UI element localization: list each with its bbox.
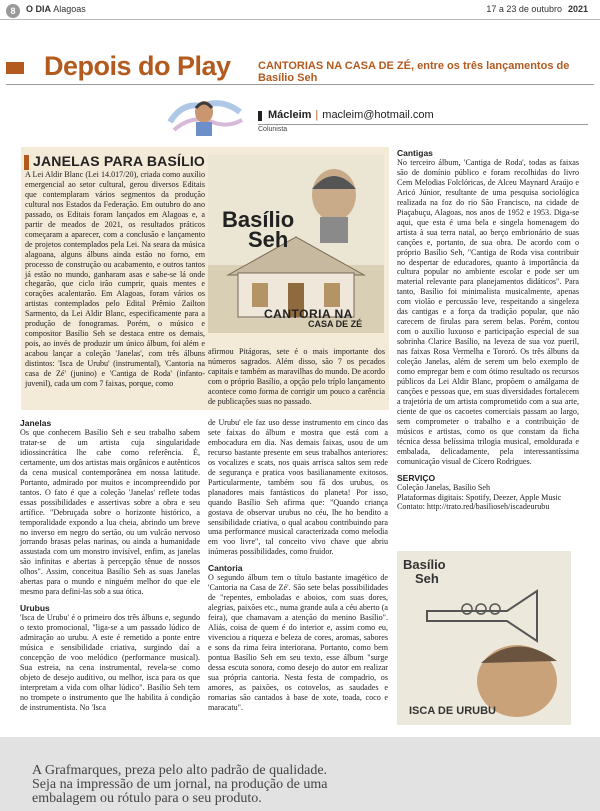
advertisement-text <box>32 764 572 806</box>
columnist-name: Mácleim <box>268 109 312 121</box>
col1-heading-1: Janelas <box>20 418 52 428</box>
paper-state: Alagoas <box>53 4 86 14</box>
ad-line-3: embalagem ou rótulo para o seu produto. <box>32 791 262 806</box>
columnist-divider <box>258 124 588 125</box>
article-headline: JANELAS PARA BASÍLIO <box>33 153 206 169</box>
top-divider <box>0 19 600 20</box>
ad-line-1: A Grafmarques, preza pelo alto padrão de qualidade. <box>32 763 328 778</box>
columnist-marker <box>258 111 262 121</box>
columnist-role: Colunista <box>258 126 288 133</box>
article-intro <box>25 170 205 389</box>
paper-title: O DIA <box>26 4 51 14</box>
col3-heading-1: Cantigas <box>397 148 433 158</box>
cover1-artist-last: Seh <box>248 227 289 252</box>
section-marker <box>6 62 24 74</box>
cover2-artist-last: Seh <box>415 571 439 586</box>
columnist-portrait <box>162 92 248 138</box>
album-cover-cantoria <box>208 155 384 333</box>
section-subtitle: CANTORIAS NA CASA DE ZÉ, entre os três lançamentos de Basílio Seh <box>258 60 570 84</box>
col1-text-1: Os que conhecem Basílio Seh e seu trabalho sabem tratar-se de um artista cuja singularidade idiossincrática lhe cabe como referência. É, certamente, um dos artistas mais orgânicos e autênticos da cena musical contemporânea em nossa latitude. Portanto, admirado por muitos e incompreendido por tantos. O fato é que a coleção 'Janelas' reflete todas essas possibilidades e assertivas sobre a obra e seu artífice. "Debruçada sobre o horizonte histórico, a temporalidade expondo a lua cheia, abrindo um breve no inverso em negro do sertão, ou um vulcão nervoso jorrando brasas pelas narinas, ou ainda a humanidade assustada com um monstro invisível, enfim, as janelas são infinitas e abertas à percepção tênue de nossos olhos". Assim, conceitua Basílio Seh as suas Janelas abertas para o mundo e ninguém melhor do que ele mesmo para defini-las sob a sua ótica. <box>20 428 200 597</box>
date-range: 17 a 23 de outubro <box>486 4 562 14</box>
col2-text-1: de Urubu' ele faz uso desse instrumento em cinco das sete faixas do álbum e mostra que está com a embocadura em dia. Nas demais faixas, usou de um recurso bastante presente em seus trabalhos anteriores: os vocalizes e scats, nos quais arrisca saltos sem rede de segurança e pratica voos basilianamente exitosos. Particularmente, também sou fã dos urubus, os planadores mais fantásticos do planeta! Por isso, quando Basílio Seh afirma que: "Quando criança gostava de observar urubus no céu, lhe ho bendito a sensibilidade criativa, o qual acabou contribuindo para uma performance musical caracterizada como melodia em voo livre", tal conceito vivo chave que abriu inúmeras possibilidades, como fruidor. <box>208 418 388 557</box>
service-line-2: Plataformas digitais: Spotify, Deezer, Apple Music <box>397 492 562 502</box>
cover2-artist-first: Basílio <box>403 557 446 572</box>
dateline <box>486 4 588 14</box>
section-title: Depois do Play <box>44 51 231 81</box>
col2-text-2: O segundo álbum tem o título bastante imagético de 'Cantoria na Casa de Zé'. São sete belas possibilidades de "repentes, emboladas e aboios, com suas dores, alegrias, paixões etc., numa grande aula a céu aberto (a feira), que chamavam a atenção do menino Basílio". Aliás, coisa de quem é do interior e, assim como eu, vivenciou a riqueza e beleza de cores, aromas, sabores e sons da rima feira interiorana. Portanto, como bem pontua Basílio Seh em seu texto, esse álbum "surge dessa escuta sonora, como desejo do autor em realizar sua própria cantoria. Nesta festa de compadrio, os amores, as paixões, os cotovelos, as saudades e romarias são cantados à base de xote, toada, coco e maracatu". <box>208 573 388 712</box>
article-intro-cont <box>208 347 385 407</box>
col3-text-1: No terceiro álbum, 'Cantiga de Roda', todas as faixas são de domínio público e foram recolhidas do livro Cem Melodias Folclóricas, de Alceu Maynard Araújo e Aricó Júnior, resultante de uma pesquisa sociológica realizada na foz do rio São Francisco, na cidade de Piaçabuçu, Alagoas, nos anos de 1952 e 1953. Diga-se aqui, que esta é uma bela e singela homenagem do artista à sua terra natal, ao berço embrionário de suas canções e, portanto, de sua obra. De acordo com o próprio Basílio Seh, "Cantiga de Roda visa contribuir no despertar de educadores, quanto à importância da cultura popular no ambiente escolar e pode ser um material relevante para planejamentos didáticos". Para tanto, Basílio foi minimalista musicalmente, apenas com violão e percussão leve, respeitando a singeleza das cantigas e a força da tradição popular, que não carecem de firulas para serem belas. Porém, contou com o auxílio luxuoso e participação especial de sua sobrinha Clarice Basílio, na leveza de sua voz pueril, nas faixas Rosa Vermelha e Tororó. Os três álbuns da coleção Janelas, além de serem um belo exemplo de como empregar bem e com ótimo resultado os recursos públicos da Lei Aldir Blanc, propõem o amálgama de canções e pessoas que, em suas diversidades fortalecem a trajetória de um artista comprometido com a sua arte, ciente de que os cacoetes comerciais passam ao largo, sem comprometer o trabalho e a contribuição de músicos e artistas, como os que constam da ficha técnica dessa belíssima trilogia musical, emoldurada e embalada, delicadamente, pela interessantíssima comunicação visual de Cícero Rodrigues. <box>397 158 579 466</box>
page-number: 8 <box>6 4 20 18</box>
col1-text-2: 'Isca de Urubu' é o primeiro dos três álbuns e, segundo o texto promocional, "liga-se a um passado lúdico de admiração ao urubu. A este é remetido a ponte entre música e sensibilidade criativa, surgindo daí a concepção de voo melódico (performance musical). Sua estreia, na cena instrumental, revela-se como objeto de desejo auditivo, ou melhor, isca para os que interpretam a vida com olhar lúdico". Basílio Seh tem no trompete o instrumento que lhe habilita à condição de instrumentista. No 'Isca <box>20 613 200 712</box>
cover2-title: ISCA DE URUBU <box>409 705 496 717</box>
album-cover-isca <box>397 551 571 725</box>
service-line-1: Coleção Janelas, Basílio Seh <box>397 482 491 492</box>
year: 2021 <box>567 4 588 14</box>
header-divider <box>6 84 594 85</box>
cover1-title2: CASA DE ZÉ <box>308 319 363 329</box>
col2-heading-2: Cantoria <box>208 563 243 574</box>
col1-heading-2: Urubus <box>20 603 50 614</box>
service-line-3[interactable]: Contato: http://trato.red/basilioseh/iscadeurubu <box>397 502 550 512</box>
column-1 <box>20 418 200 713</box>
headline-marker <box>24 155 29 170</box>
service-heading: SERVIÇO <box>397 472 436 483</box>
column-3 <box>397 148 579 512</box>
columnist-line: Mácleim | macleim@hotmail.com <box>268 109 434 121</box>
intro-cont-text: afirmou Pitágoras, sete é o mais importante dos números sagrados. Além disso, são 7 os pecados capitais e também as maravilhas do mundo. De acordo com o próprio Basílio, a opção pelo tríplo lançamento acontece como forma de corrigir um pouco a carência de publicações suas no passado. <box>208 347 385 406</box>
columnist-email[interactable]: macleim@hotmail.com <box>322 109 434 121</box>
newspaper-name <box>26 4 86 14</box>
intro-text: A Lei Aldir Blanc (Lei 14.017/20), criada como auxílio emergencial ao setor cultural, gerou diversos Editais que contemplaram vários segmentos da produção cultural nos Estados da Federação. Em outubro do ano passado, os Editais foram lançados em Alagoas e, a partir de meados de 2021, os resultados práticos começaram a aparecer, com a conclusão e lançamento de projetos contemplados pela Lei. Na seara da música alagoana, alguns álbuns ainda estão no forno, em processo de construção ou acabamento, e outros tantos já estão no mundo, ganharam asas e sabe-se lá onde chegarão, que ciclo irão cumprir, quais mentes e corações acalentarão. Em Alagoas, foram vários os artistas contemplados pelo Edital Prêmio Zailton Sarmento, da Lei Aldir Blanc, especificamente para a produção de fonogramas. Porém, o músico e compositor Basílio Seh se destaca entre os demais, pois, ao invés de produzir um único álbum, foi além e acabou lançar a coleção 'Janelas', com três álbuns distintos: 'Isca de Urubu' (instrumental), 'Cantoria na casa de Zé' (junino) e 'Cantiga de Roda' (infanto-juvenil), cada um com 7 faixas, porque, como <box>25 170 205 389</box>
column-2 <box>208 418 388 713</box>
cover1-artist-first: Basílio <box>222 207 295 232</box>
ad-line-2: Seja na impressão de um jornal, na produção de uma <box>32 777 328 792</box>
cover1-title: CANTORIA NA <box>264 307 353 321</box>
